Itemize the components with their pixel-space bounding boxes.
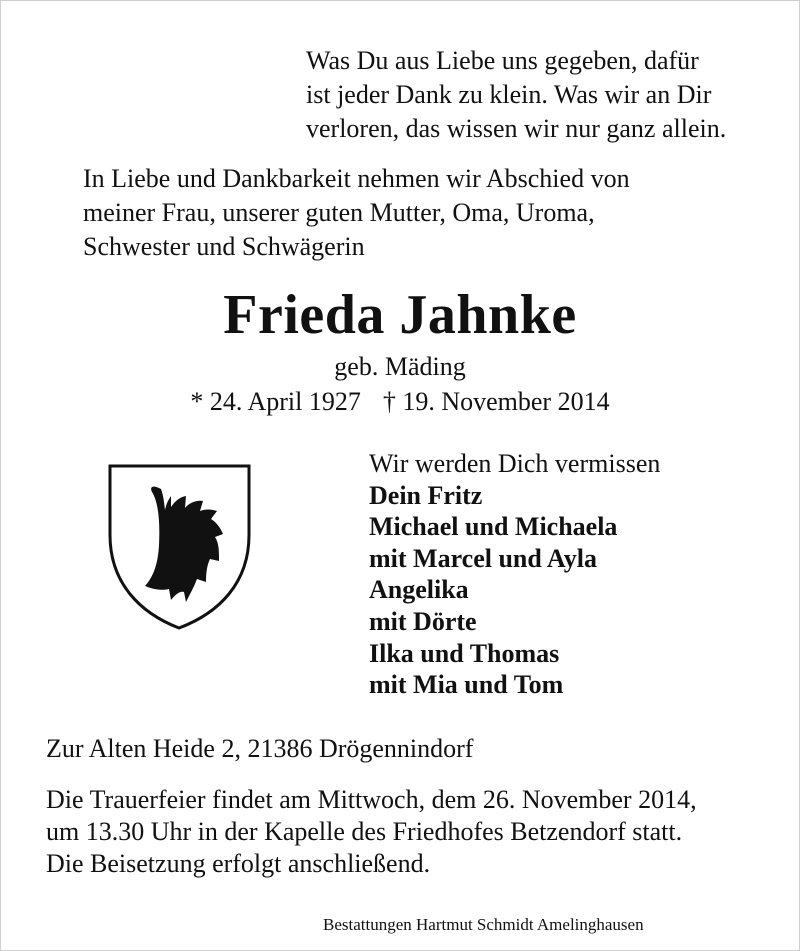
poem-line: ist jeder Dank zu klein. Was wir an Dir: [306, 80, 712, 109]
undertaker-credit: Bestattungen Hartmut Schmidt Amelinghausen: [323, 915, 644, 934]
family-address: Zur Alten Heide 2, 21386 Drögennindorf: [46, 734, 474, 763]
poem-line: verloren, das wissen wir nur ganz allein.: [306, 114, 727, 143]
mourner-name: Michael und Michaela: [369, 512, 618, 542]
ceremony-line: um 13.30 Uhr in der Kapelle des Friedhofes Betzendorf statt.: [46, 817, 683, 846]
birth-name: geb. Mäding: [334, 352, 466, 381]
intro-line: Schwester und Schwägerin: [83, 232, 365, 261]
mourner-name: Dein Fritz: [369, 480, 483, 510]
heraldic-shield-antler-icon: [107, 463, 252, 631]
farewell-intro: [83, 162, 630, 264]
birth-date: * 24. April 1927: [190, 387, 361, 416]
intro-line: In Liebe und Dankbarkeit nehmen wir Abschied von: [83, 164, 630, 193]
deceased-name: Frieda Jahnke: [223, 284, 577, 346]
mourner-name: Angelika: [369, 575, 469, 605]
death-date: † 19. November 2014: [382, 387, 610, 416]
poem: [306, 44, 726, 146]
mourners-list: [369, 448, 660, 701]
intro-line: meiner Frau, unserer guten Mutter, Oma, Uroma,: [83, 198, 595, 227]
mourner-name: Ilka und Thomas: [369, 638, 560, 668]
funeral-details: [46, 784, 697, 880]
mourners-intro: Wir werden Dich vermissen: [369, 449, 661, 478]
ceremony-line: Die Trauerfeier findet am Mittwoch, dem 26. November 2014,: [46, 785, 697, 814]
mourner-name: mit Marcel und Ayla: [369, 543, 597, 573]
poem-line: Was Du aus Liebe uns gegeben, dafür: [306, 46, 699, 75]
mourner-name: mit Dörte: [369, 606, 477, 636]
life-dates: [0, 385, 800, 419]
ceremony-line: Die Beisetzung erfolgt anschließend.: [46, 849, 431, 878]
mourner-name: mit Mia und Tom: [369, 670, 564, 700]
